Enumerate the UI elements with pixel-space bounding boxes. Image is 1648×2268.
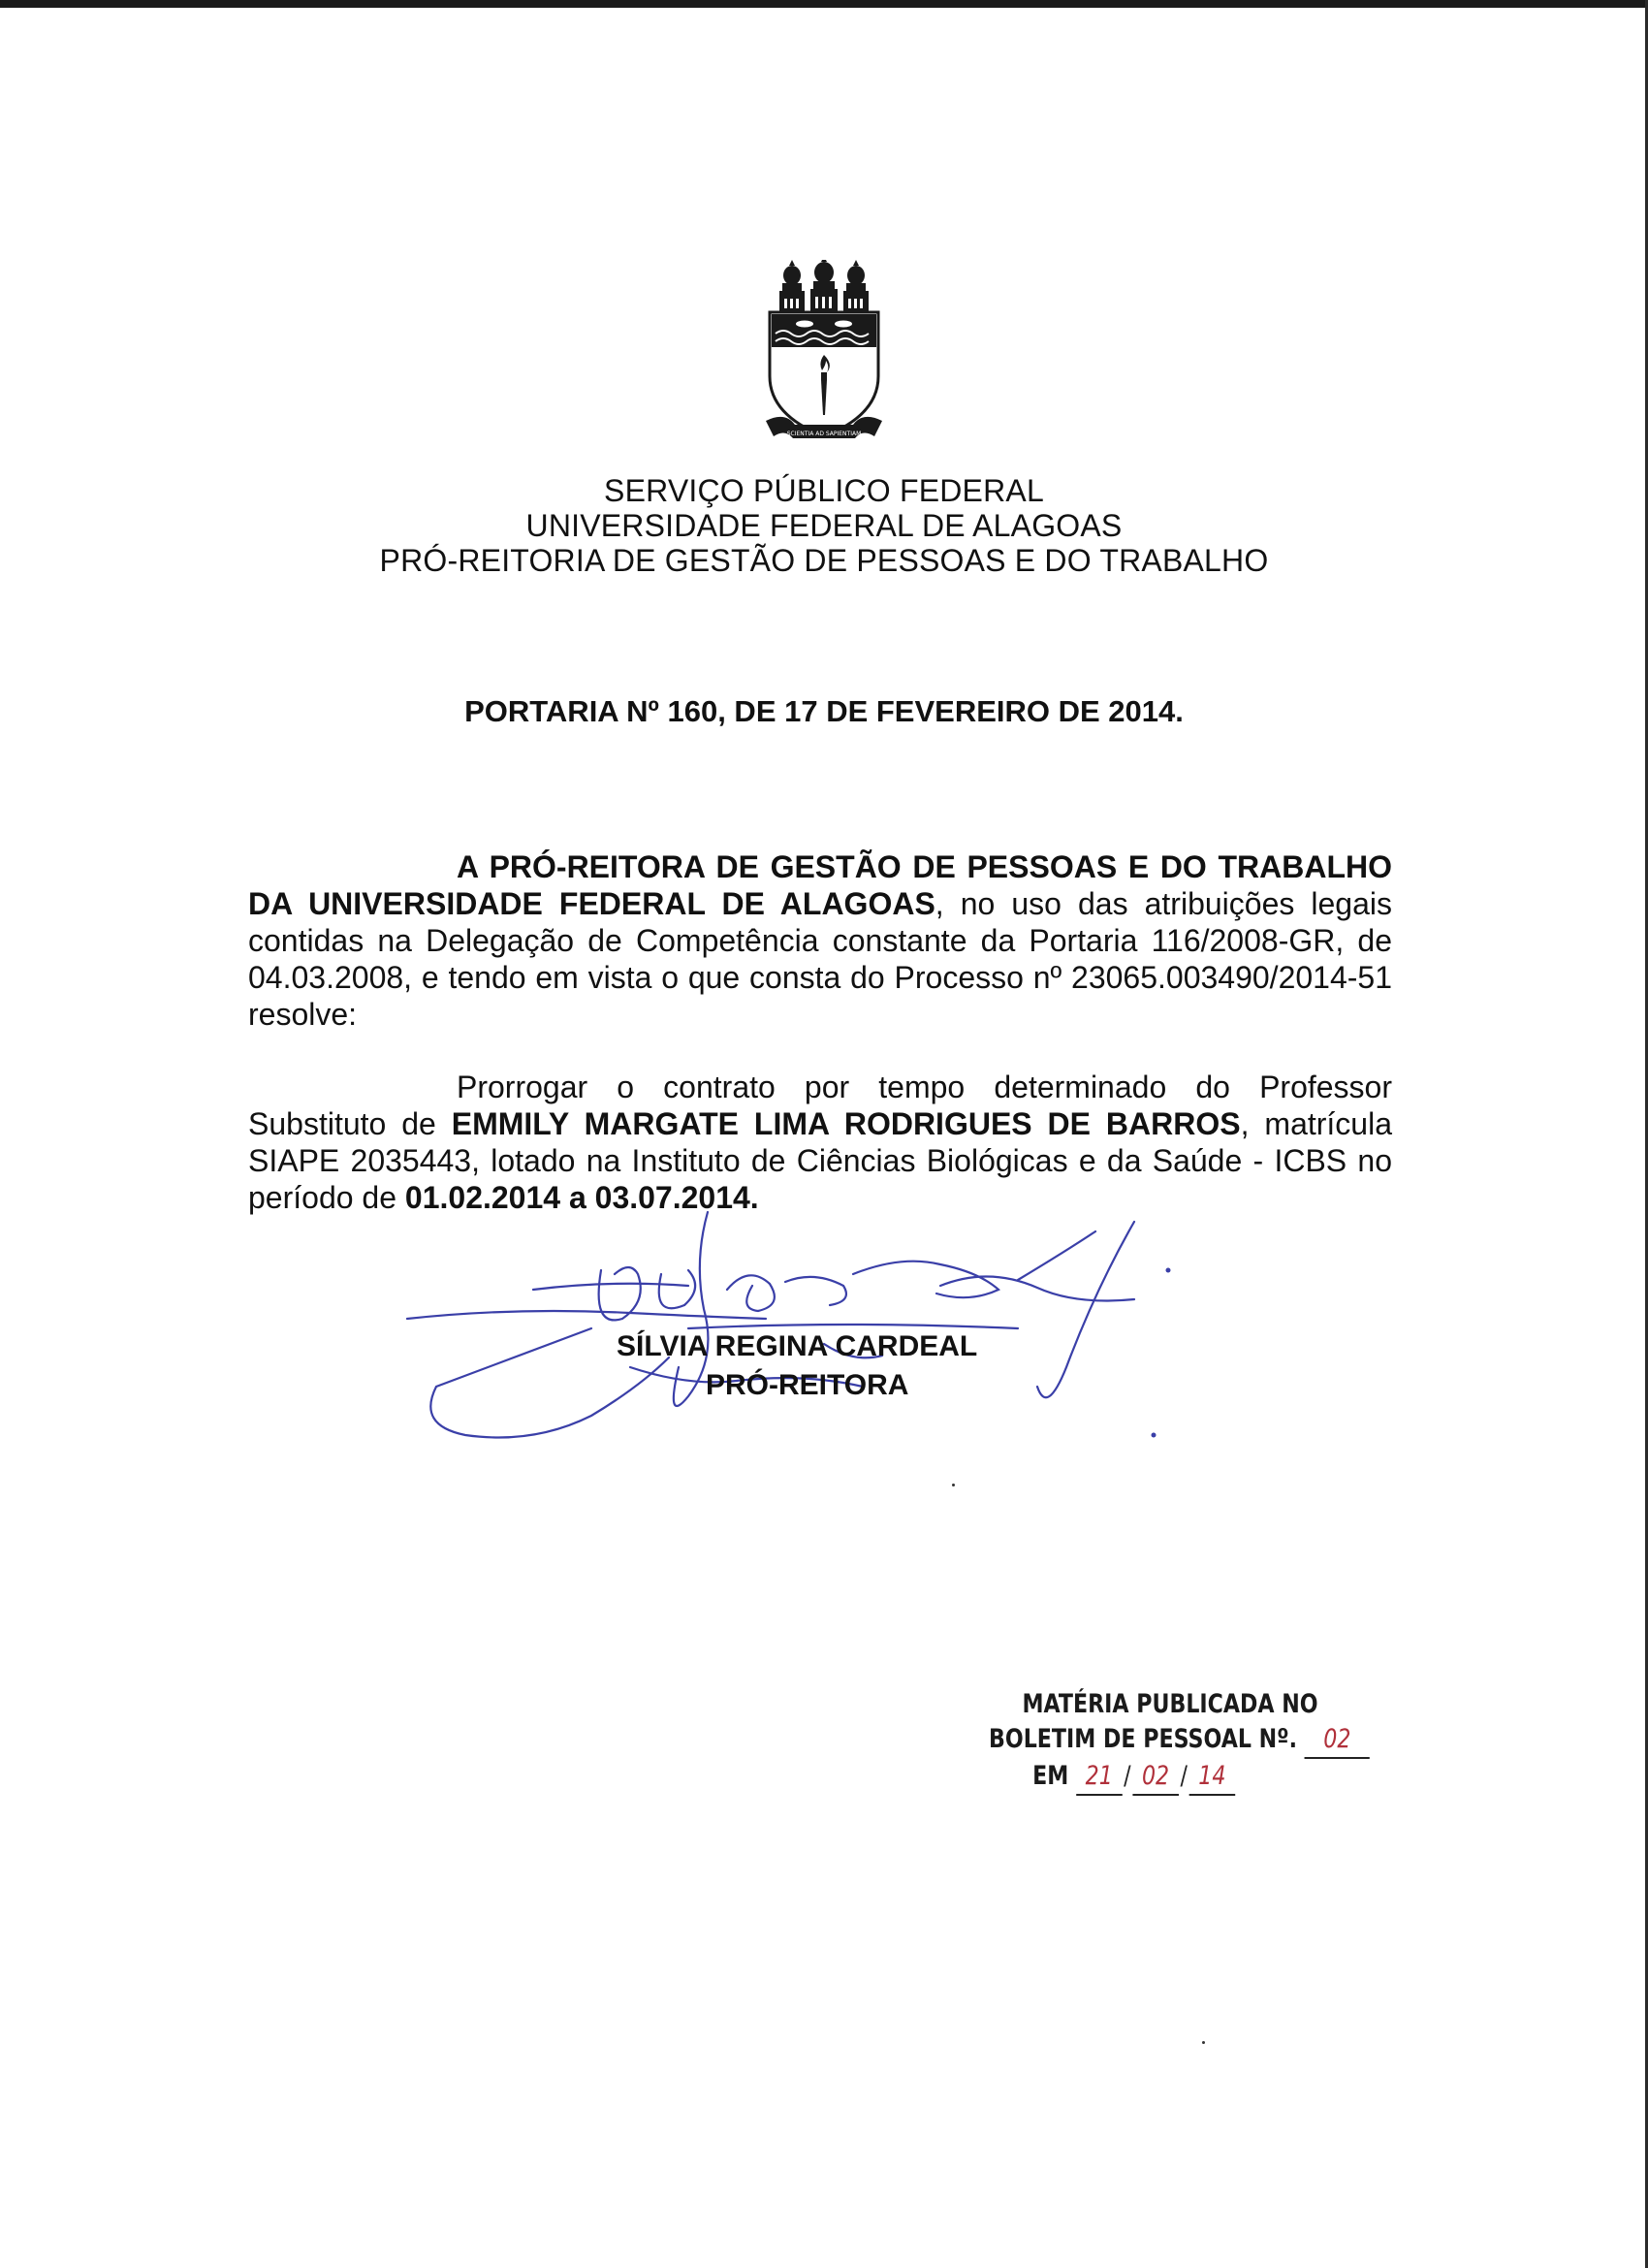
stamp-bulletin-label: BOLETIM DE PESSOAL Nº. xyxy=(989,1724,1298,1754)
university-coat-of-arms-icon xyxy=(766,260,882,454)
paragraph-1 xyxy=(248,848,1392,1033)
paragraph-2-text-a: Prorrogar o contrato por tempo determinado do Professor Substituto de xyxy=(248,1070,1392,1141)
stamp-line-1: MATÉRIA PUBLICADA NO xyxy=(1022,1689,1318,1719)
stamp-line-2 xyxy=(989,1722,1351,1759)
stamp-date-month: 02 xyxy=(1132,1759,1179,1796)
header-line-1: SERVIÇO PÚBLICO FEDERAL xyxy=(604,473,1044,508)
stamp-line-3: EM 21 / 02 / 14 xyxy=(989,1759,1291,1796)
scan-edge-top xyxy=(0,0,1648,8)
scan-speck xyxy=(952,1484,955,1486)
scan-speck xyxy=(1202,2041,1205,2044)
stamp-date-label: EM xyxy=(1032,1761,1069,1791)
portaria-title: PORTARIA Nº 160, DE 17 DE FEVEREIRO DE 2014. xyxy=(464,694,1184,728)
signatory-name: SÍLVIA REGINA CARDEAL xyxy=(617,1330,978,1362)
stamp-bulletin-number: 02 xyxy=(1305,1722,1370,1759)
stamp-date-day: 21 xyxy=(1076,1759,1123,1796)
document-header xyxy=(0,473,1648,578)
publication-stamp xyxy=(989,1687,1351,1796)
contract-period: 01.02.2014 a 03.07.2014. xyxy=(404,1180,759,1215)
paragraph-2-text-b: , matrícula SIAPE 2035443, lotado na Instituto de Ciências Biológicas e da Saúde - ICBS no período de xyxy=(248,1106,1393,1215)
handwritten-signature-icon xyxy=(397,1193,1251,1464)
signatory-role: PRÓ-REITORA xyxy=(706,1369,909,1401)
paragraph-1-bold-lead: A PRÓ-REITORA DE GESTÃO DE PESSOAS E DO TRABALHO DA UNIVERSIDADE FEDERAL DE ALAGOAS xyxy=(248,849,1392,921)
paragraph-1-rest: , no uso das atribuições legais contidas na Delegação de Competência constante da Portaria 116/2008-GR, de 04.03.2008, e tendo em vista o que consta do Processo nº 23065.003490/2014-51 resolve: xyxy=(248,886,1393,1032)
header-line-3: PRÓ-REITORIA DE GESTÃO DE PESSOAS E DO TRABALHO xyxy=(379,543,1269,578)
stamp-date-year: 14 xyxy=(1189,1759,1236,1796)
header-line-2: UNIVERSIDADE FEDERAL DE ALAGOAS xyxy=(525,508,1123,543)
professor-name: EMMILY MARGATE LIMA RODRIGUES DE BARROS xyxy=(451,1106,1241,1141)
crest-motto: SCIENTIA AD SAPIENTIAM xyxy=(786,431,862,437)
